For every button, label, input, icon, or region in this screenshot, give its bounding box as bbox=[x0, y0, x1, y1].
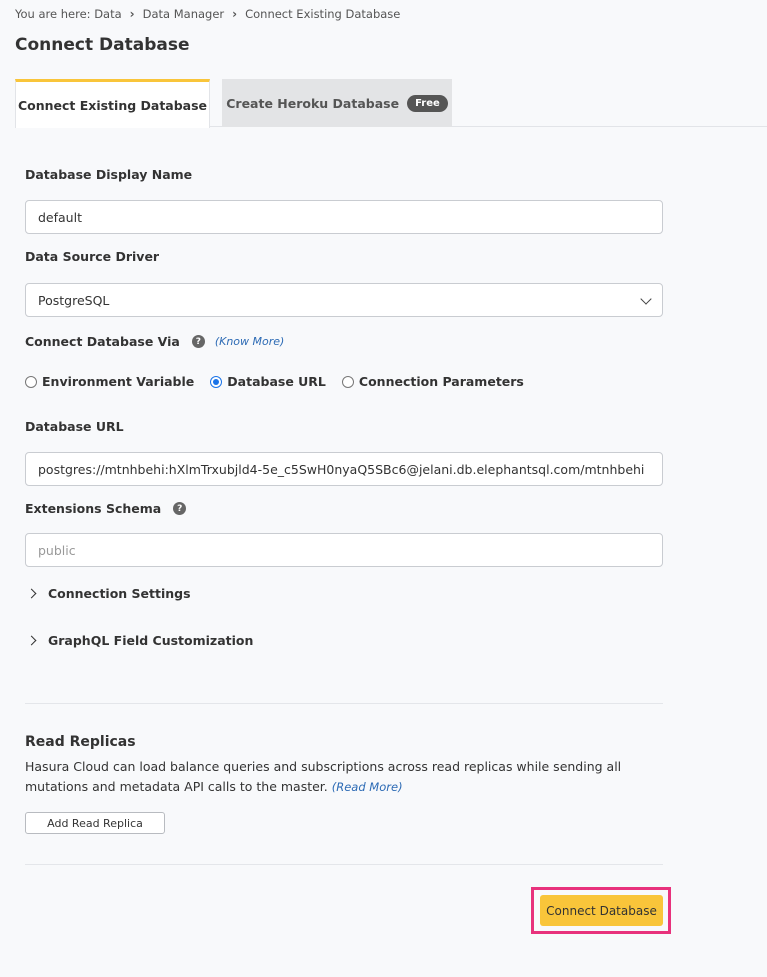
expander-label: Connection Settings bbox=[48, 586, 191, 601]
connect-via-radio-group bbox=[25, 374, 540, 389]
connect-via-label: Connect Database Via bbox=[25, 334, 180, 349]
tab-label: Create Heroku Database bbox=[226, 95, 400, 111]
driver-value: PostgreSQL bbox=[38, 292, 110, 308]
help-icon[interactable]: ? bbox=[173, 502, 186, 515]
chevron-right-icon bbox=[27, 589, 37, 599]
breadcrumb-item-data[interactable]: Data bbox=[94, 7, 122, 21]
read-more-link[interactable]: (Read More) bbox=[331, 780, 403, 794]
breadcrumb bbox=[15, 7, 400, 21]
database-url-label: Database URL bbox=[25, 419, 124, 434]
chevron-right-icon bbox=[27, 636, 37, 646]
chevron-right-icon: › bbox=[129, 7, 135, 21]
read-replicas-title: Read Replicas bbox=[25, 734, 136, 750]
graphql-customization-expander[interactable] bbox=[25, 633, 253, 648]
radio-button[interactable] bbox=[342, 376, 354, 388]
connect-via-label-row bbox=[25, 334, 284, 349]
tab-create-heroku-database[interactable] bbox=[222, 79, 452, 127]
tab-label: Connect Existing Database bbox=[17, 97, 208, 113]
display-name-input[interactable] bbox=[25, 200, 663, 234]
divider bbox=[25, 703, 663, 704]
chevron-down-icon bbox=[640, 293, 651, 304]
radio-connection-parameters[interactable] bbox=[342, 374, 524, 389]
driver-select[interactable] bbox=[25, 283, 663, 317]
extensions-schema-label-row bbox=[25, 501, 186, 516]
extensions-schema-input[interactable] bbox=[25, 533, 663, 567]
breadcrumb-prefix: You are here: bbox=[15, 7, 91, 21]
connection-settings-expander[interactable] bbox=[25, 586, 191, 601]
connect-database-button[interactable]: Connect Database bbox=[540, 895, 663, 926]
breadcrumb-item-data-manager[interactable]: Data Manager bbox=[142, 7, 225, 21]
radio-label: Database URL bbox=[227, 374, 326, 389]
radio-label: Connection Parameters bbox=[358, 374, 524, 389]
chevron-right-icon: › bbox=[232, 7, 238, 21]
radio-label: Environment Variable bbox=[42, 374, 195, 389]
breadcrumb-item-current: Connect Existing Database bbox=[245, 7, 401, 21]
expander-label: GraphQL Field Customization bbox=[48, 633, 254, 648]
know-more-link[interactable]: (Know More) bbox=[214, 335, 285, 348]
free-badge: Free bbox=[407, 95, 448, 112]
help-icon[interactable]: ? bbox=[192, 335, 205, 348]
radio-button[interactable] bbox=[25, 376, 37, 388]
tab-connect-existing-database[interactable] bbox=[15, 79, 210, 128]
read-replicas-description bbox=[25, 757, 665, 797]
read-replicas-text: Hasura Cloud can load balance queries and subscriptions across read replicas while sending all mutations and metadata API calls to the master. bbox=[25, 759, 622, 794]
driver-label: Data Source Driver bbox=[25, 249, 160, 264]
radio-database-url[interactable] bbox=[210, 374, 326, 389]
page-title: Connect Database bbox=[15, 35, 190, 55]
display-name-value: default bbox=[38, 209, 82, 225]
database-url-input[interactable] bbox=[25, 452, 663, 486]
radio-button-checked[interactable] bbox=[210, 376, 222, 388]
display-name-label: Database Display Name bbox=[25, 167, 193, 182]
divider bbox=[25, 864, 663, 865]
database-url-value: postgres://mtnhbehi:hXlmTrxubjld4-5e_c5SwH0nyaQ5SBc6@jelani.db.elephantsql.com/mtnhbehi bbox=[38, 461, 645, 477]
radio-environment-variable[interactable] bbox=[25, 374, 194, 389]
extensions-schema-placeholder: public bbox=[38, 542, 76, 558]
add-read-replica-button[interactable]: Add Read Replica bbox=[25, 812, 165, 834]
extensions-schema-label: Extensions Schema bbox=[25, 501, 162, 516]
tab-bar bbox=[15, 79, 767, 127]
